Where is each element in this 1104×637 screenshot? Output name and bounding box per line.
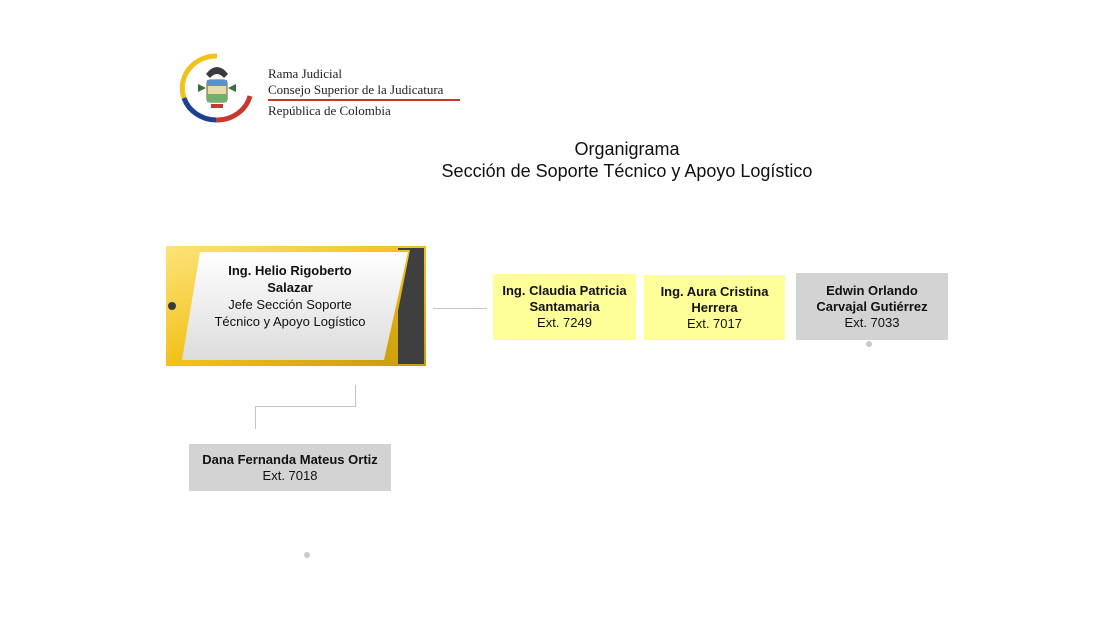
- logo-divider: [268, 99, 460, 101]
- staff-name: Edwin Orlando Carvajal Gutiérrez: [816, 282, 928, 314]
- assistant-ext: Ext. 7018: [262, 467, 318, 483]
- org-line-1: Rama Judicial: [268, 66, 343, 81]
- connector-dot: [866, 341, 872, 347]
- staff-name: Ing. Aura Cristina Herrera: [660, 283, 769, 315]
- head-name: Ing. Helio Rigoberto Salazar: [228, 263, 352, 295]
- staff-box: [493, 274, 636, 340]
- head-role: Jefe Sección Soporte Técnico y Apoyo Logístico: [214, 297, 366, 329]
- judicial-branch-emblem-icon: [176, 52, 258, 124]
- connector-head-to-staff: [433, 308, 487, 309]
- staff-box: [796, 273, 948, 340]
- page-title: [0, 138, 1104, 182]
- staff-ext: Ext. 7017: [687, 315, 742, 331]
- connector-horizontal-assistant: [255, 406, 356, 407]
- org-name-block: [268, 66, 460, 119]
- staff-name: Ing. Claudia Patricia Santamaria: [502, 283, 627, 314]
- staff-ext: Ext. 7033: [844, 314, 900, 330]
- title-line-1: Organigrama: [574, 139, 680, 159]
- org-line-2: Consejo Superior de la Judicatura: [268, 82, 444, 97]
- connector-head-down: [355, 385, 356, 407]
- connector-to-assistant: [255, 406, 256, 429]
- title-line-2: Sección de Soporte Técnico y Apoyo Logístico: [441, 161, 813, 181]
- staff-ext: Ext. 7249: [537, 315, 592, 330]
- assistant-box: [189, 444, 391, 491]
- assistant-name: Dana Fernanda Mateus Ortiz: [202, 451, 378, 467]
- connector-dot: [304, 552, 310, 558]
- head-box-text: [210, 262, 370, 330]
- staff-box: [644, 275, 785, 340]
- org-line-3: República de Colombia: [268, 103, 391, 118]
